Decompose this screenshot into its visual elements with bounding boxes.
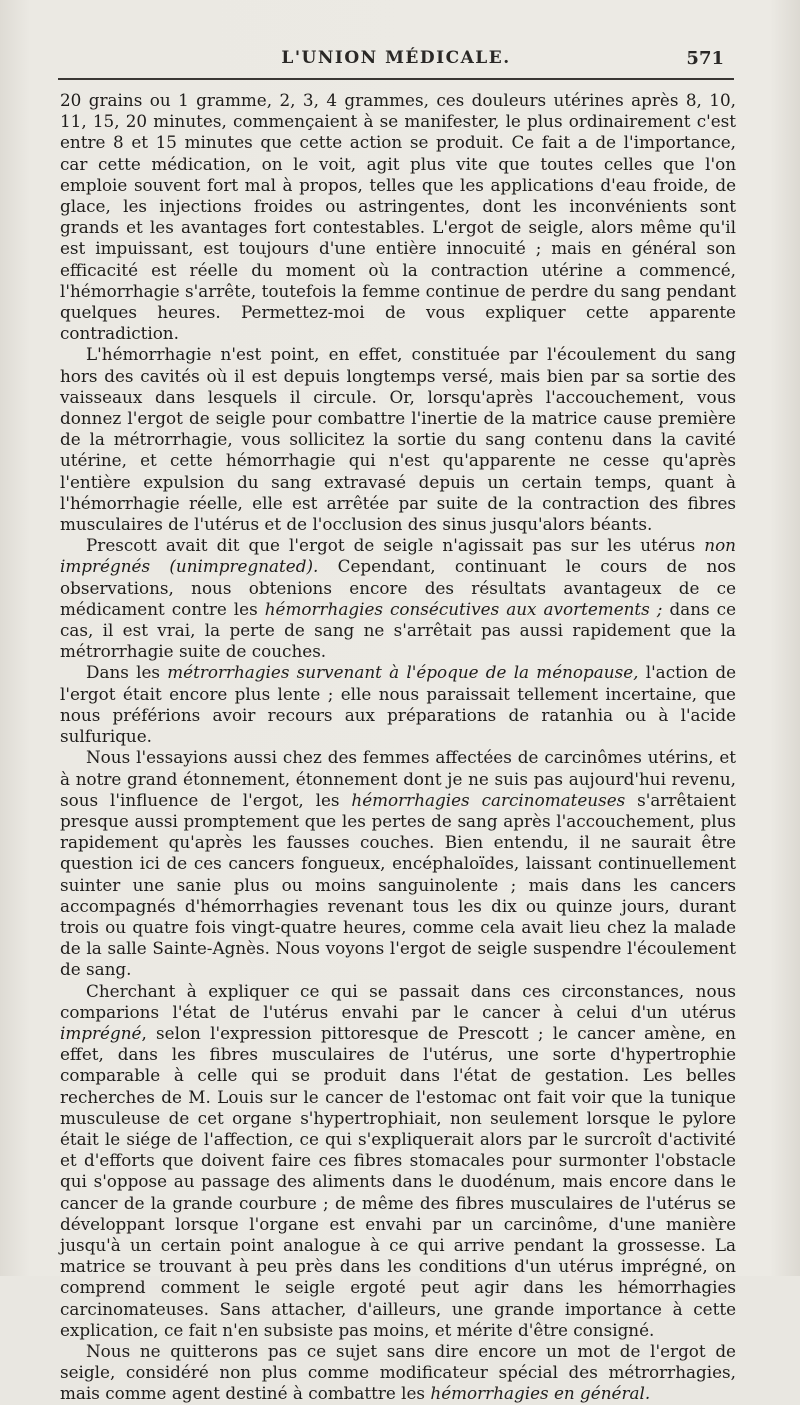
text-segment: L'hémorrhagie n'est point, en effet, constituée par l'écoulement du sang hors des cavités où il est depuis longtemps versé, mais bien par sa sortie des vaisseaux dans lesquels il circule. Or, lorsqu'après l'accouchement, vous donnez l'ergot de seigle pour combattre l'inertie de la matrice cause première de la métrorrhagie, vous sollicitez la sortie du sang contenu dans la cavité utérine, et cette hémorrhagie qui n'est qu'apparente ne cesse qu'après l'entière expulsion du sang extravasé depuis un certain temps, quant à l'hémorrhagie réelle, elle est arrêtée par suite de la contraction des fibres musculaires de l'utérus et de l'occlusion des sinus jusqu'alors béants.: [60, 344, 736, 535]
journal-title: L'UNION MÉDICALE.: [281, 48, 511, 68]
text-segment: Cherchant à expliquer ce qui se passait dans ces circonstances, nous comparions l'état de l'utérus envahi par le cancer à celui d'un utérus: [60, 980, 736, 1022]
paragraph: [60, 981, 736, 1341]
page-number: 571: [686, 48, 724, 69]
text-segment: Nous ne quitterons pas ce sujet sans dire encore un mot de l'ergot de seigle, considéré non plus comme modificateur spécial des métrorrhagies, mais comme agent destiné à combattre les: [60, 1340, 736, 1404]
paragraph: [60, 747, 736, 980]
text-segment: Dans les: [86, 662, 168, 683]
header-rule: [58, 78, 734, 80]
paragraph: [60, 344, 736, 535]
paragraph: [60, 1341, 736, 1405]
paragraph: [60, 535, 736, 662]
italic-text: hémorrhagies consécutives aux avortements ;: [264, 598, 663, 619]
text-segment: l'action de l'ergot était encore plus lente ; elle nous paraissait tellement incertaine, que nous préférions avoir recours aux préparations de ratanhia ou à l'acide sulfurique.: [60, 662, 737, 747]
text-segment: dans ce cas, il est vrai, la perte de sang ne s'arrêtait pas aussi rapidement que la métrorrhagie suite de couches.: [60, 598, 736, 662]
text-segment: Prescott avait dit que l'ergot de seigle n'agissait pas sur les utérus: [86, 535, 705, 556]
italic-text: hémorrhagies carcinomateuses: [351, 789, 626, 810]
text-segment: s'arrêtaient presque aussi promptement que les pertes de sang après l'accouchement, plus rapidement qu'après les fausses couches. Bien entendu, il ne saurait être question ici de ces cancers fongueux, encéphaloïdes, laissant continuellement suinter une sanie plus ou moins sanguinolente ; mais dans les cancers accompagnés d'hémorrhagies revenant tous les dix ou quinze jours, durant trois ou quatre fois vingt-quatre heures, comme cela avait lieu chez la malade de la salle Sainte-Agnès. Nous voyons l'ergot de seigle suspendre l'écoulement de sang.: [60, 789, 736, 980]
italic-text: hémorrhagies en général.: [430, 1383, 651, 1404]
text-segment: 20 grains ou 1 gramme, 2, 3, 4 grammes, ces douleurs utérines après 8, 10, 11, 15, 20 minutes, commençaient à se manifester, le plus ordinairement c'est entre 8 et 15 minutes que cette action se produit. Ce fait a de l'importance, car cette médication, on le voit, agit plus vite que toutes celles que l'on emploie souvent fort mal à propos, telles que les applications d'eau froide, de glace, les injections froides ou astringentes, dont les inconvénients sont grands et les avantages fort contestables. L'ergot de seigle, alors même qu'il est impuissant, est toujours d'une entière innocuité ; mais en général son efficacité est réelle du moment où la contraction utérine a commencé, l'hémorrhagie s'arrête, toutefois la femme continue de perdre du sang pendant quelques heures. Permettez-moi de vous expliquer cette apparente contradiction.: [60, 90, 736, 344]
italic-text: non imprégnés (unimpregnated).: [60, 535, 736, 577]
text-segment: Nous l'essayions aussi chez des femmes affectées de carcinômes utérins, et à notre grand étonnement, étonnement dont je ne suis pas aujourd'hui revenu, sous l'influence de l'ergot, les: [60, 747, 736, 810]
page-header: [56, 44, 736, 74]
article-body: [60, 90, 736, 1405]
italic-text: métrorrhagies survenant à l'époque de la ménopause,: [167, 662, 639, 683]
italic-text: imprégné: [60, 1022, 142, 1043]
paragraph: [60, 662, 736, 747]
text-segment: Cependant, continuant le cours de nos observations, nous obtenions encore des résultats avantageux de ce médicament contre les: [60, 556, 736, 619]
paragraph: [60, 90, 736, 344]
text-segment: , selon l'expression pittoresque de Prescott ; le cancer amène, en effet, dans les fibres musculaires de l'utérus, une sorte d'hypertrophie comparable à celle qui se produit dans l'état de gestation. Les belles recherches de M. Louis sur le cancer de l'estomac ont fait voir que la tunique musculeuse de cet organe s'hypertrophiait, non seulement lorsque le pylore était le siége de l'affection, ce qui s'expliquerait alors par le surcroît d'activité et d'efforts que doivent faire ces fibres stomacales pour surmonter l'obstacle qui s'oppose au passage des aliments dans le duodénum, mais encore dans le cancer de la grande courbure ; de même des fibres musculaires de l'utérus se développant lorsque l'organe est envahi par un carcinôme, d'une manière jusqu'à un certain point analogue à ce qui arrive pendant la grossesse. La matrice se trouvant à peu près dans les conditions d'un utérus imprégné, on comprend comment le seigle ergoté peut agir dans les hémorrhagies carcinomateuses. Sans attacher, d'ailleurs, une grande importance à cette explication, ce fait n'en subsiste pas moins, et mérite d'être consigné.: [60, 1022, 736, 1340]
